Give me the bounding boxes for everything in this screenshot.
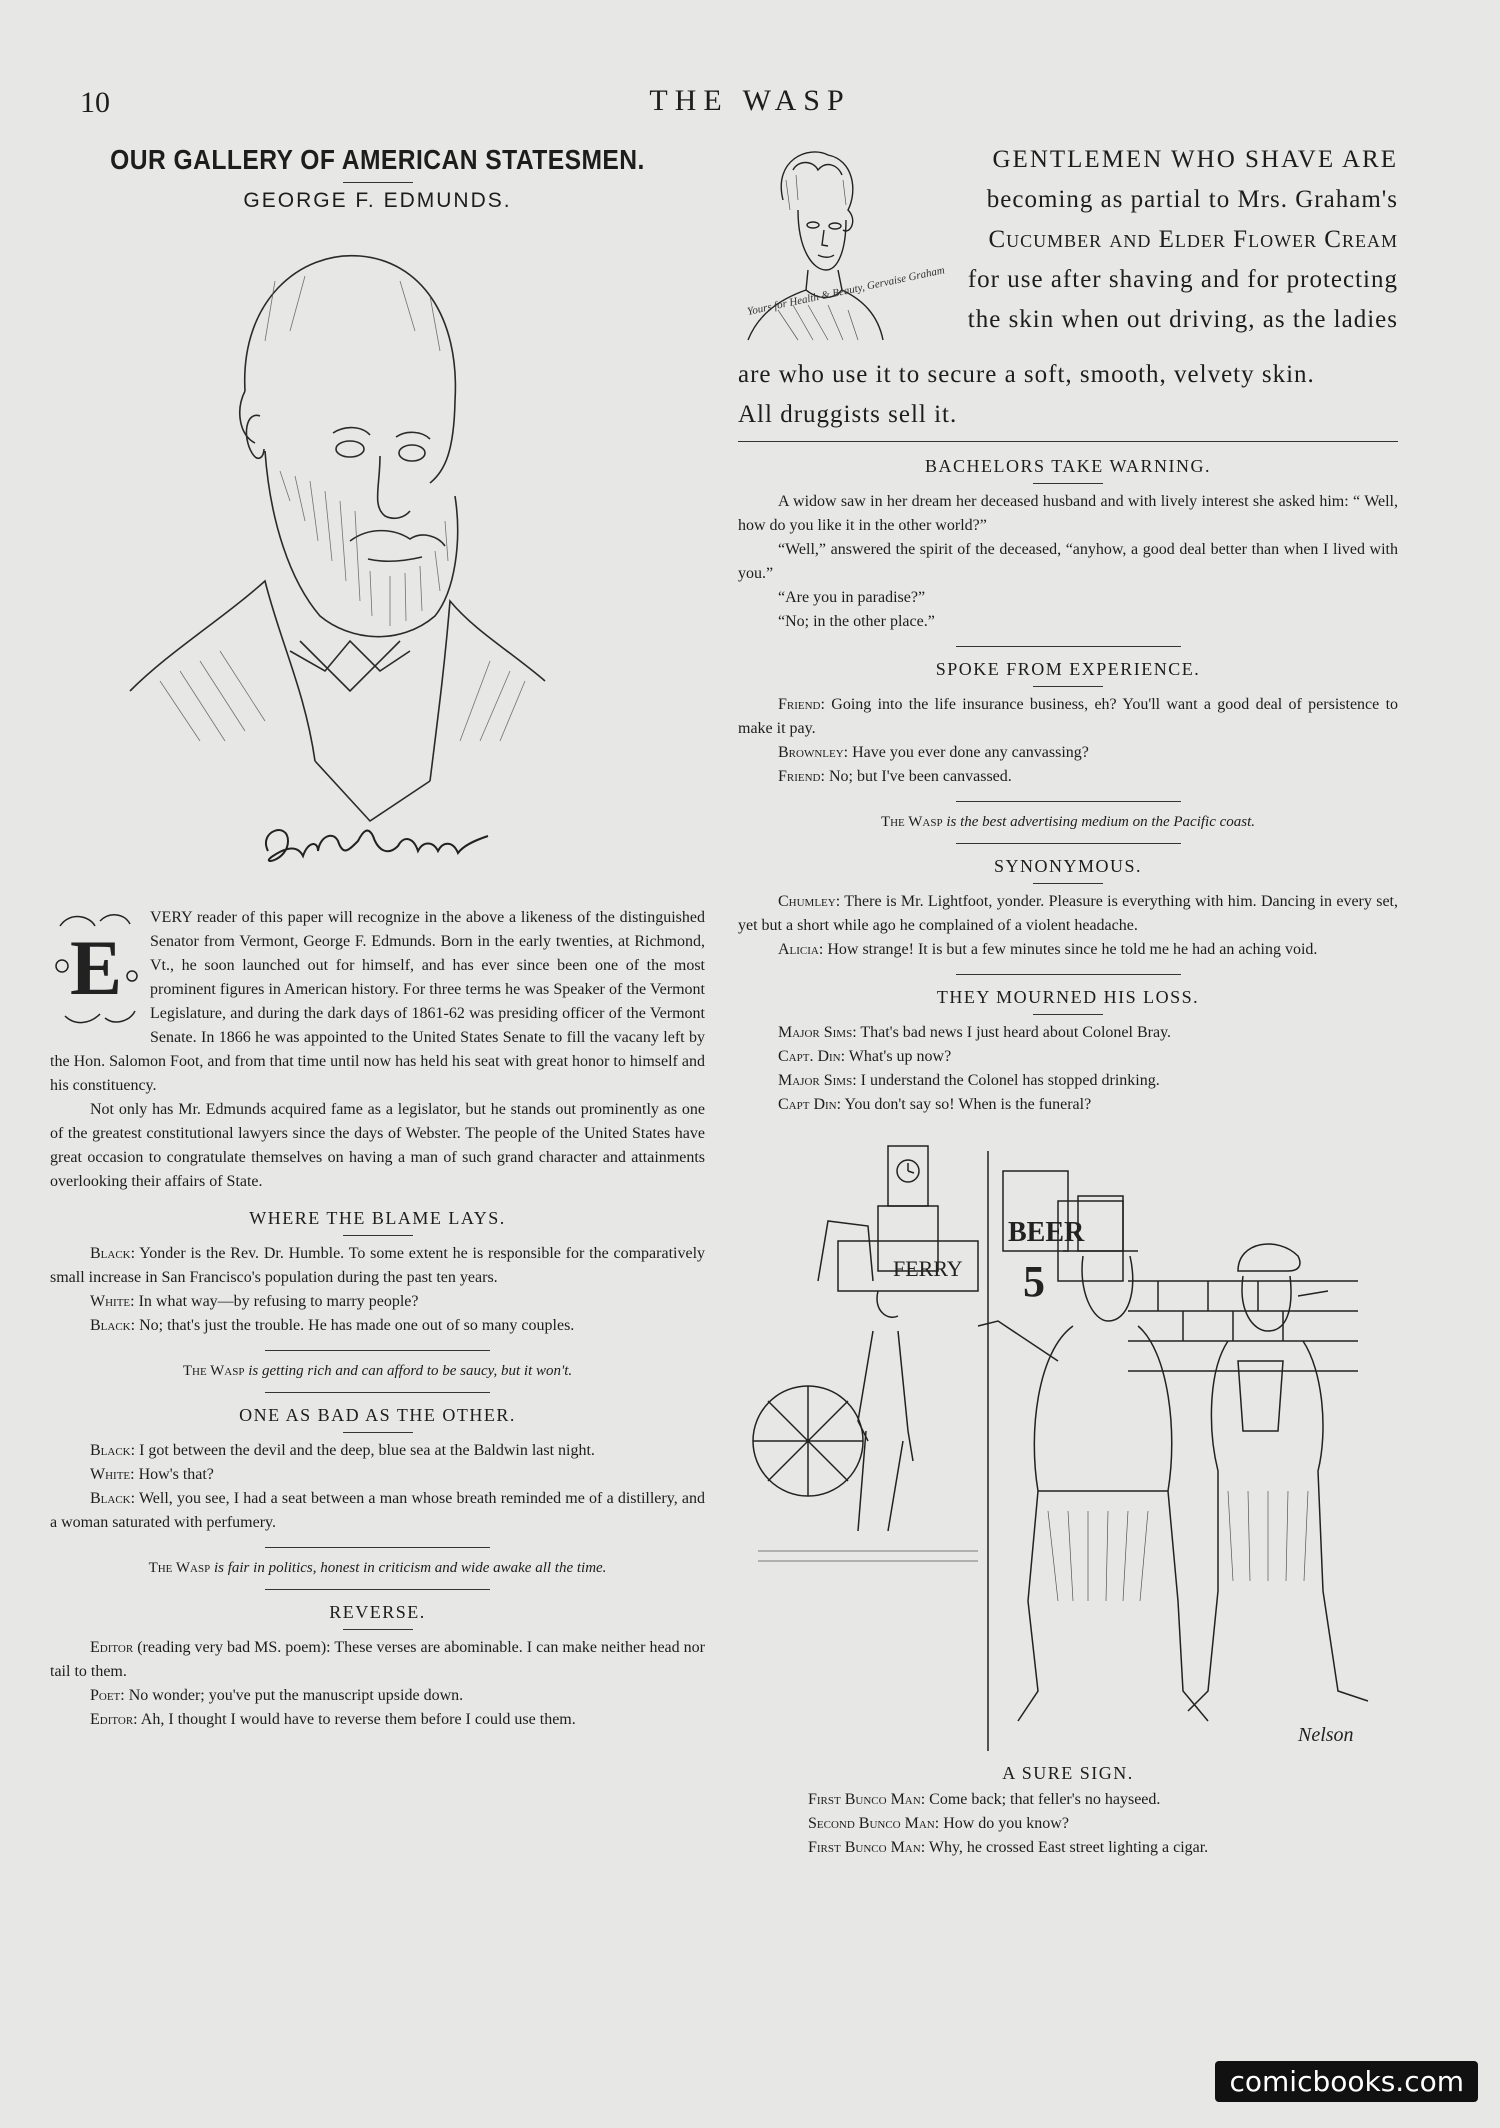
paragraph: “Are you in paradise?” <box>778 589 926 606</box>
dialog-line: Editor (reading very bad MS. poem): These verses are abominable. I can make neither head nor tail to them. <box>50 1639 706 1680</box>
edmunds-signature <box>50 811 705 886</box>
ad-line: All druggists sell it. <box>738 401 958 428</box>
dialog-line: Black: No; that's just the trouble. He has made one out of so many couples. <box>90 1317 575 1334</box>
ad-lead: GENTLEMEN WHO SHAVE ARE <box>992 146 1398 173</box>
experience-title: SPOKE FROM EXPERIENCE. <box>935 659 1201 679</box>
divider <box>265 1350 490 1351</box>
gallery-paragraph-2: Not only has Mr. Edmunds acquired fame as a legislator, but he stands out prominently as one of the greatest constitutional lawyers since the days of Webster. The people of the United States have great occasion to congratulate themselves on having a man of such grand character and attainments overlooking their affairs of State. <box>50 1101 705 1190</box>
svg-text:Yours for Health & Beauty, Ger: Yours for Health & Beauty, Gervaise Graham <box>746 264 946 318</box>
divider <box>265 1392 490 1393</box>
svg-text:BEER: BEER <box>1008 1217 1085 1248</box>
ad-line: Cucumber and Elder Flower Cream <box>988 226 1398 253</box>
cream-advertisement <box>738 140 1398 435</box>
dialog-line: Brownley: Have you ever done any canvassing? <box>778 744 1089 761</box>
paragraph: “Well,” answered the spirit of the deceased, “anyhow, a good deal better than when I lived with you.” <box>738 541 1398 582</box>
dialog-line: Black: Well, you see, I had a seat between a man whose breath reminded me of a distillery, and a woman saturated with perfumery. <box>50 1490 705 1531</box>
dialog-line: Friend: No; but I've been canvassed. <box>778 768 1012 785</box>
watermark-badge: comicbooks.com <box>1215 2061 1478 2102</box>
ad-line: for use after shaving and for protecting <box>967 266 1398 293</box>
gallery-title: OUR GALLERY OF AMERICAN STATESMEN. <box>110 144 645 175</box>
divider <box>343 1629 413 1630</box>
dialog-line: Capt. Din: What's up now? <box>778 1048 952 1065</box>
left-column <box>50 140 705 1732</box>
page-number: 10 <box>80 86 110 119</box>
svg-text:E: E <box>69 924 123 1011</box>
masthead: THE WASP <box>649 84 851 117</box>
bachelors-body <box>738 490 1398 634</box>
gallery-body <box>50 906 705 1194</box>
dialog-line: Poet: No wonder; you've put the manuscript upside down. <box>90 1687 464 1704</box>
right-column <box>738 140 1398 1860</box>
sure-sign-title: A SURE SIGN. <box>1002 1763 1134 1783</box>
ornamental-dropcap-icon <box>50 906 142 1028</box>
promo-line-1: The Wasp is getting rich and can afford to be saucy, but it won't. <box>182 1363 573 1379</box>
bad-dialog <box>50 1439 705 1535</box>
dialog-line: White: In what way—by refusing to marry people? <box>90 1293 419 1310</box>
experience-dialog <box>738 693 1398 789</box>
ad-line: are who use it to secure a soft, smooth, velvety skin. <box>738 361 1315 388</box>
blame-title: WHERE THE BLAME LAYS. <box>249 1208 506 1228</box>
paragraph: “No; in the other place.” <box>778 613 935 630</box>
bad-title: ONE AS BAD AS THE OTHER. <box>239 1405 516 1425</box>
divider <box>956 843 1181 844</box>
dialog-line: Second Bunco Man: How do you know? <box>808 1815 1069 1832</box>
divider <box>1033 1014 1103 1015</box>
dialog-line: Black: Yonder is the Rev. Dr. Humble. To some extent he is responsible for the comparatively small increase in San Francisco's population during the past ten years. <box>50 1245 706 1286</box>
dialog-line: Editor: Ah, I thought I would have to reverse them before I could use them. <box>90 1711 576 1728</box>
dialog-line: Alicia: How strange! It is but a few minutes since he told me he had an aching void. <box>778 941 1318 958</box>
bachelors-title: BACHELORS TAKE WARNING. <box>925 456 1211 476</box>
divider <box>265 1547 490 1548</box>
divider <box>1033 883 1103 884</box>
signature-scribble <box>248 811 508 881</box>
divider <box>956 974 1181 975</box>
svg-text:FERRY: FERRY <box>893 1256 963 1281</box>
mourned-dialog <box>738 1021 1398 1117</box>
divider <box>343 1235 413 1236</box>
reverse-title: REVERSE. <box>329 1602 426 1622</box>
dialog-line: Chumley: There is Mr. Lightfoot, yonder. Pleasure is everything with him. Dancing in every set, yet but a short while ago he complained of a violent headache. <box>738 893 1398 934</box>
divider <box>265 1589 490 1590</box>
reverse-dialog <box>50 1636 705 1732</box>
dialog-line: Black: I got between the devil and the deep, blue sea at the Baldwin last night. <box>90 1442 595 1459</box>
divider <box>343 182 413 183</box>
dialog-line: White: How's that? <box>90 1466 214 1483</box>
svg-text:Nelson: Nelson <box>1298 1724 1354 1746</box>
svg-text:5: 5 <box>1023 1257 1045 1306</box>
dialog-line: Capt Din: You don't say so! When is the funeral? <box>778 1096 1092 1113</box>
dialog-line: First Bunco Man: Come back; that feller's no hayseed. <box>808 1791 1161 1808</box>
synonymous-title: SYNONYMOUS. <box>993 856 1143 876</box>
gallery-subtitle: GEORGE F. EDMUNDS. <box>243 189 512 212</box>
paragraph: A widow saw in her dream her deceased husband and with lively interest she asked him: “ Well, how do you like it in the other world?” <box>738 493 1398 534</box>
divider <box>956 646 1181 647</box>
portrait-engraving <box>50 221 705 841</box>
ad-line: the skin when out driving, as the ladies <box>967 306 1398 333</box>
bunco-men-cartoon <box>738 1131 1398 1761</box>
mourned-title: THEY MOURNED HIS LOSS. <box>936 987 1200 1007</box>
dialog-line: Friend: Going into the life insurance business, eh? You'll want a good deal of persistence to make it pay. <box>738 696 1399 737</box>
ad-line: becoming as partial to Mrs. Graham's <box>986 186 1398 213</box>
dialog-line: Major Sims: That's bad news I just heard about Colonel Bray. <box>778 1024 1172 1041</box>
divider <box>1033 686 1103 687</box>
divider <box>343 1432 413 1433</box>
woman-portrait-engraving <box>738 140 946 355</box>
promo-line-2: The Wasp is fair in politics, honest in criticism and wide awake all the time. <box>148 1560 607 1576</box>
synonymous-dialog <box>738 890 1398 962</box>
dialog-line: First Bunco Man: Why, he crossed East street lighting a cigar. <box>808 1839 1209 1856</box>
divider <box>1033 483 1103 484</box>
dialog-line: Major Sims: I understand the Colonel has stopped drinking. <box>778 1072 1160 1089</box>
blame-dialog <box>50 1242 705 1338</box>
divider <box>738 441 1398 442</box>
gallery-paragraph-1: VERY reader of this paper will recognize in the above a likeness of the distinguished Senator from Vermont, George F. Edmunds. Born in the early twenties, at Richmond, Vt., he soon launched out for himself, and has ever since been one of the most prominent figures in American history. For three terms he was Speaker of the Vermont Legislature, and during the dark days of 1861-62 was presiding officer of the Vermont Senate. In 1866 he was appointed to the United States Senate to fill the vacany left by the Hon. Salomon Foot, and from that time until now has held his seat with great honor to himself and his constituency. <box>50 909 705 1094</box>
sure-sign-dialog <box>738 1788 1398 1860</box>
divider <box>956 801 1181 802</box>
promo-line-3: The Wasp is the best advertising medium on the Pacific coast. <box>880 814 1256 830</box>
